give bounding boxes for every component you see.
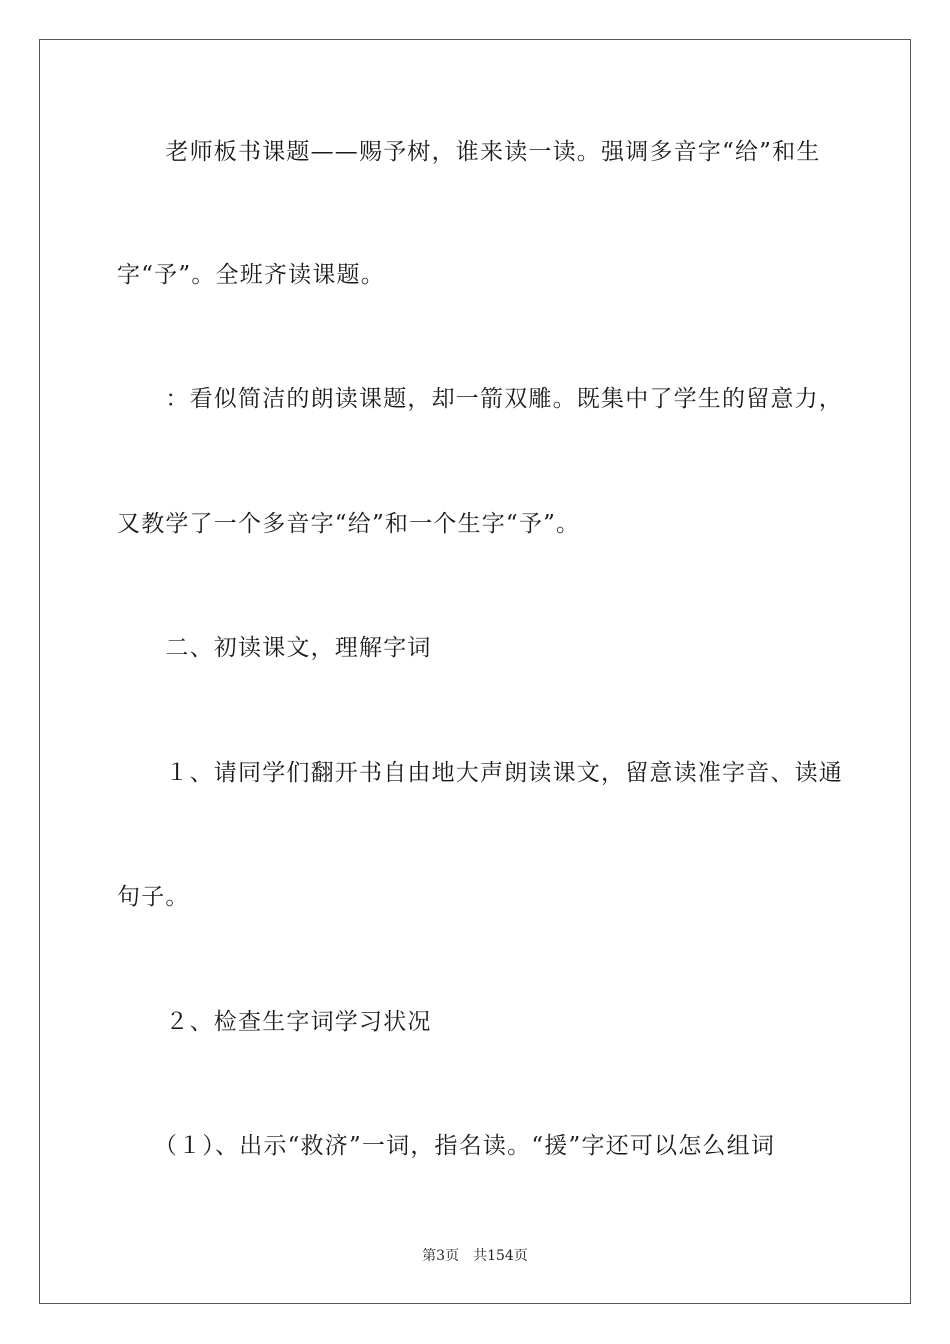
text-line: 又教学了一个多音字“给”和一个生字“予”。	[117, 511, 581, 537]
page-footer	[0, 1246, 950, 1266]
page-number: 第3页	[422, 1248, 460, 1264]
page-border	[39, 39, 911, 1304]
text-line: 句子。	[117, 884, 190, 910]
text-line: １、请同学们翻开书自由地大声朗读课文，留意读准字音、读通	[117, 760, 843, 786]
text-line: ：看似简洁的朗读课题，却一箭双雕。既集中了学生的留意力，	[117, 386, 843, 412]
section-heading: 二、初读课文，理解字词	[117, 635, 432, 661]
total-pages: 共154页	[473, 1248, 528, 1264]
text-line: ２、检查生字词学习状况	[117, 1009, 432, 1035]
text-line: 老师板书课题——赐予树，谁来读一读。强调多音字“给”和生	[117, 139, 821, 165]
text-line: 字“予”。全班齐读课题。	[117, 262, 385, 288]
text-line: （１）、出示“救济”一词，指名读。“援”字还可以怎么组词	[117, 1133, 776, 1159]
